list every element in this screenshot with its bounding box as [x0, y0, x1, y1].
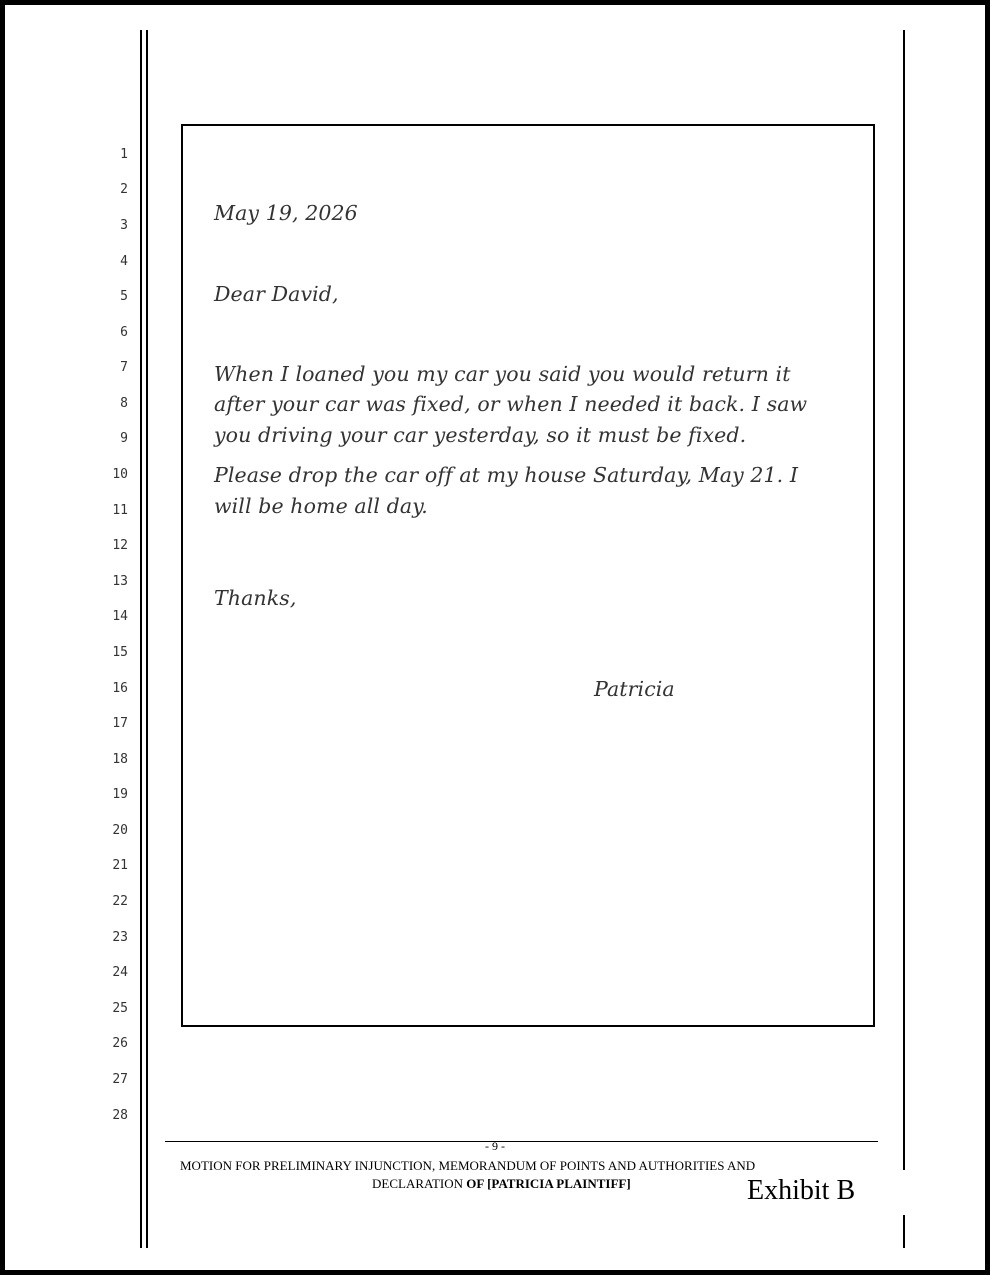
line-number: 10 — [112, 467, 128, 482]
exhibit-letter-box — [181, 124, 875, 1027]
exhibit-label: Exhibit B — [747, 1175, 856, 1206]
line-number: 13 — [112, 574, 128, 589]
line-number: 3 — [120, 218, 128, 233]
line-number: 21 — [112, 858, 128, 873]
line-number: 27 — [112, 1072, 128, 1087]
line-number: 25 — [112, 1001, 128, 1016]
line-number: 6 — [120, 325, 128, 340]
footer-caption-line2 — [372, 1176, 631, 1192]
line-number: 17 — [112, 716, 128, 731]
left-margin-rule-inner — [146, 30, 148, 1248]
line-number: 19 — [112, 787, 128, 802]
line-number: 24 — [112, 965, 128, 980]
line-number: 15 — [112, 645, 128, 660]
letter-closing: Thanks, — [214, 586, 297, 610]
line-number: 5 — [120, 289, 128, 304]
line-number: 18 — [112, 752, 128, 767]
footer-caption-line2-regular: DECLARATION — [372, 1176, 467, 1191]
footer-caption-line1: MOTION FOR PRELIMINARY INJUNCTION, MEMORANDUM OF POINTS AND AUTHORITIES AND — [180, 1158, 756, 1173]
right-margin-rule — [903, 30, 905, 1170]
line-number: 2 — [120, 182, 128, 197]
line-number: 22 — [112, 894, 128, 909]
letter-body-line: When I loaned you my car you said you would return it — [214, 362, 791, 386]
footer-caption-line2-bold: OF [PATRICIA PLAINTIFF] — [466, 1176, 631, 1191]
line-number: 23 — [112, 930, 128, 945]
line-number: 11 — [112, 503, 128, 518]
letter-signature: Patricia — [594, 677, 675, 701]
line-number: 28 — [112, 1108, 128, 1123]
line-number: 1 — [120, 147, 128, 162]
letter-body-line: Please drop the car off at my house Saturday, May 21. I — [214, 463, 799, 487]
letter-body-line: you driving your car yesterday, so it must be fixed. — [214, 423, 747, 447]
left-margin-rule-outer — [140, 30, 142, 1248]
line-number: 8 — [120, 396, 128, 411]
line-number: 12 — [112, 538, 128, 553]
line-number: 9 — [120, 431, 128, 446]
line-number: 26 — [112, 1036, 128, 1051]
right-margin-rule-lower — [903, 1215, 905, 1248]
letter-salutation: Dear David, — [214, 282, 339, 306]
line-number: 4 — [120, 254, 128, 269]
line-number: 20 — [112, 823, 128, 838]
letter-body-line: after your car was fixed, or when I needed it back. I saw — [214, 392, 808, 416]
letter-date: May 19, 2026 — [214, 201, 358, 225]
line-number: 14 — [112, 609, 128, 624]
line-number: 7 — [120, 360, 128, 375]
letter-body-line: will be home all day. — [214, 494, 428, 518]
line-number: 16 — [112, 681, 128, 696]
page-number: - 9 - — [485, 1139, 505, 1153]
